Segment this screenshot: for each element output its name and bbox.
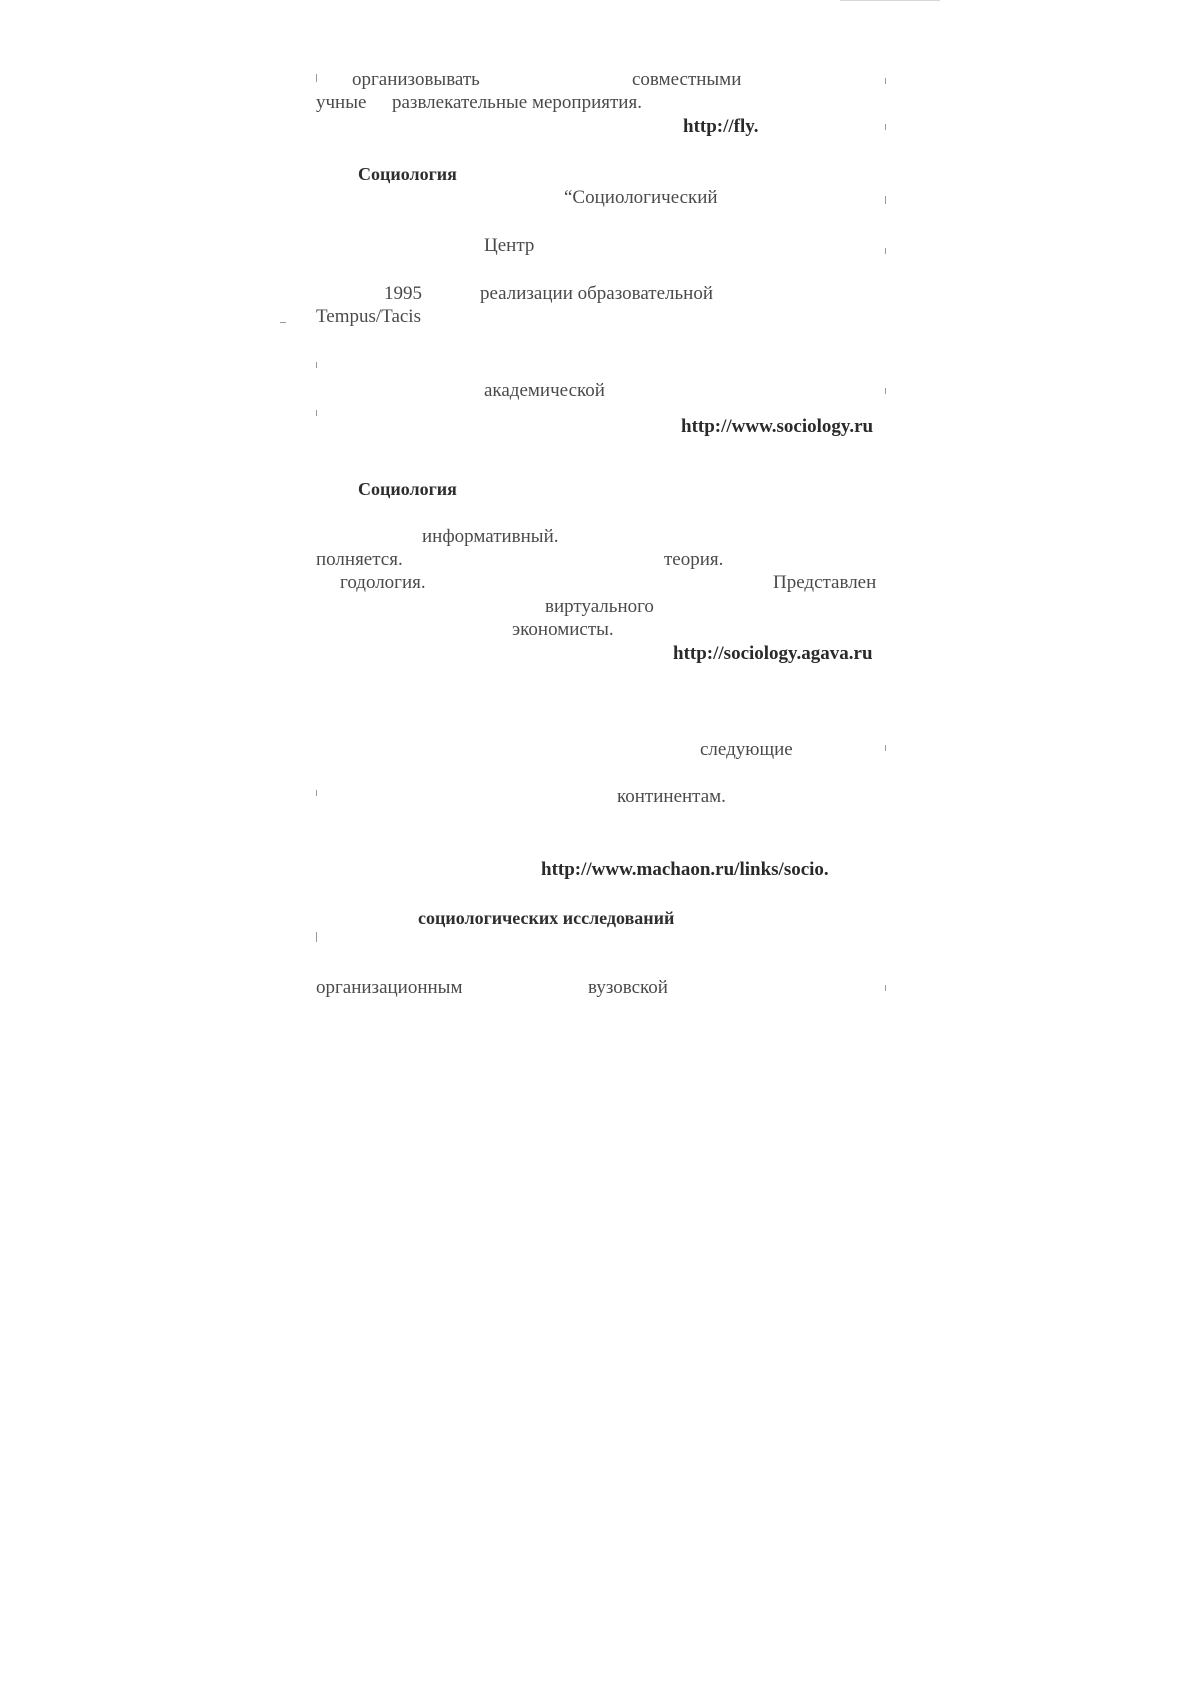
word: виртуального [545, 596, 654, 617]
word: 1995 [384, 283, 422, 304]
word: вузовской [588, 977, 668, 998]
word: реализации образовательной [480, 283, 713, 304]
scan-mark [840, 0, 940, 1]
url-link[interactable]: http://www.machaon.ru/links/socio. [541, 859, 829, 880]
url-link[interactable]: http://fly. [683, 116, 759, 137]
word: информативный. [422, 526, 559, 547]
scan-mark [316, 362, 317, 368]
word: Центр [484, 235, 535, 256]
scan-mark [885, 388, 886, 394]
word: полняется. [316, 549, 403, 570]
word: “Социологический [564, 187, 718, 208]
word: экономисты. [512, 619, 614, 640]
word: развлекательные мероприятия. [392, 92, 642, 113]
scan-mark [316, 932, 317, 942]
scan-mark [885, 745, 886, 751]
scan-mark [316, 410, 317, 416]
scan-mark [885, 248, 886, 254]
word: академической [484, 380, 605, 401]
word: Tempus/Tacis [316, 306, 421, 327]
scan-mark [885, 78, 886, 84]
word: следующие [700, 739, 793, 760]
section-heading: Социология [358, 479, 457, 499]
scan-mark [316, 74, 317, 82]
scan-mark [885, 124, 886, 130]
word: годология. [340, 572, 426, 593]
section-heading: Социология [358, 164, 457, 184]
scan-mark [316, 790, 317, 796]
word: учные [316, 92, 367, 113]
word: организационным [316, 977, 463, 998]
scan-mark [280, 322, 286, 323]
scan-mark [885, 985, 886, 991]
word: Представлен [773, 572, 877, 593]
url-link[interactable]: http://sociology.agava.ru [673, 643, 873, 664]
section-heading: социологических исследований [418, 908, 675, 928]
word: теория. [664, 549, 724, 570]
word: совместными [632, 69, 742, 90]
word: организовывать [352, 69, 480, 90]
url-link[interactable]: http://www.sociology.ru [681, 416, 874, 437]
scan-mark [885, 196, 886, 204]
word: континентам. [617, 786, 726, 807]
